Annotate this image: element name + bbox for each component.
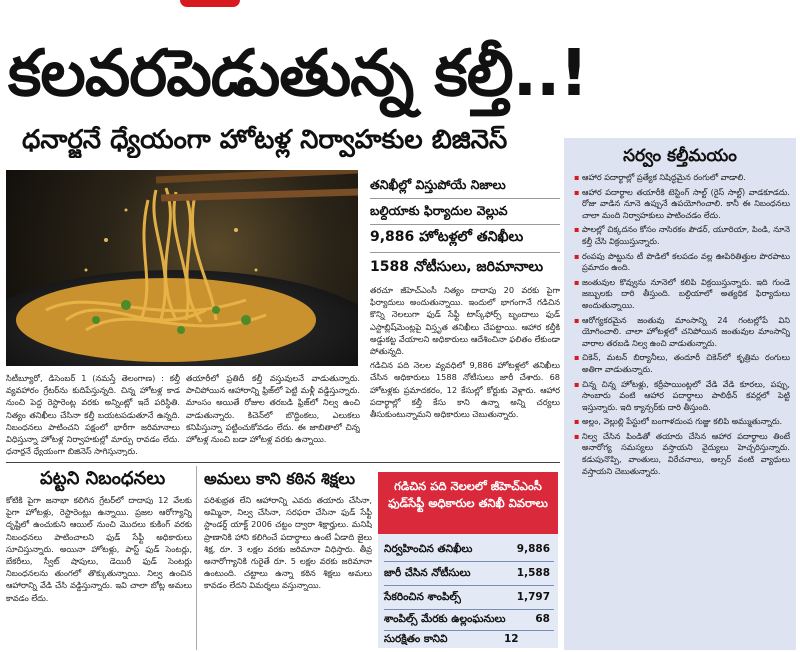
- middle-body: [370, 284, 560, 456]
- stats-row: [384, 540, 554, 558]
- list-item: ▪ ఆహార పదార్థాల్లో ప్రత్యేక నిషిద్ధమైన రంగులో వాడాలి.: [574, 172, 790, 184]
- highlight-1: తనిఖీల్లో విస్తుపోయే నిజాలు: [370, 177, 506, 192]
- section-title-penalties: అమలు కాని కఠిన శిక్షలు: [204, 469, 356, 488]
- list-item: ▪ జంతువుల కొవ్వును నూనెలో కలిపి విక్రయిస్తున్నారు. ఇది గుండె జబ్బులకు దారి తీస్తుంది. బల్దియాలో అత్యధిక ఫిర్యాదులు అందుతున్నాయి.: [574, 277, 790, 312]
- intro-column-2: [186, 372, 360, 456]
- stats-label: సేకరించిన శాంపిల్స్: [384, 591, 461, 603]
- top-decoration: [180, 0, 240, 7]
- list-item: ▪ ఆరోగ్యకరమైన జంతువు మాంసాన్ని 24 గంటల్లోపే విని యోగించాలి. చాలా హోటళ్లలో చనిపోయిన జంతువుల మాంసాన్ని వారాల తరబడి నిల్వ ఉంచి వాడుతున్నారు.: [574, 315, 790, 350]
- list-item: ▪ అల్లం, వెల్లుల్లి పేస్టులో బంగాళదుంప గుజ్జు కలిపి అమ్ముతున్నారు.: [574, 416, 790, 428]
- list-item: ▪ రంపపు పొట్టును టీ పొడిలో కలపడం వల్ల ఊపిరితిత్తుల పొరపాటు ప్రమాదం ఉంది.: [574, 251, 790, 274]
- stats-value: 68: [535, 613, 550, 625]
- stats-label: నిర్వహించిన తనిఖీలు: [384, 543, 473, 555]
- stats-label: శాంపిల్స్ మేరకు ఉల్లంఘనులు: [384, 613, 506, 625]
- section-penalties-body: [204, 494, 372, 650]
- paragraph: గడిచిన పది నెలల వ్యవధిలో 9,886 హోటళ్లలో తనిఖీలు చేసిన అధికారులు 1588 నోటీసులు జారీ చేశారు. 68 హోటళ్లకు ప్రమాదకరం, 12 కేసుల్లో కోర్టుకు వెళ్లారు. ఆహార పదార్థాల్లో కల్తీ కేసు కాని ఉన్నా అన్ని చర్యలు తీసుకుంటున్నామని అధికారులు చెబుతున్నారు.: [370, 360, 560, 420]
- highlight-4: 1588 నోటీసులు, జరిమానాలు: [370, 259, 544, 275]
- paragraph: సిటీబ్యూరో, డిసెంబర్ 1 (నమస్తే తెలంగాణ) : కల్తీ వ్యవహారం గ్రేటర్‌ను కుదిపేస్తున్నది. చిన్న హోటళ్ల కాడ నుంచి పెద్ద రెస్టారెంట్ల వరకు అన్నింట్లో ఇదే పరిస్థితి. నిత్యం తనిఖీలు చేసినా కల్తీ బయటపడుతూనే ఉన్నది. నిబంధనలు పాటించని పక్షంలో భారీగా జరిమానాలు విధిస్తున్నా హోటళ్ల నిర్వాహకుల్లో మార్పు రావడం లేదు. ధనార్జనే ధ్యేయంగా బిజినెస్ సాగిస్తున్నారు.: [6, 373, 180, 456]
- column-divider: [196, 466, 197, 650]
- intro-column-1: [6, 372, 180, 456]
- highlight-3: 9,886 హోటళ్లలో తనిఖీలు: [370, 229, 524, 245]
- stats-label: జారీ చేసిన నోటీసులు: [384, 567, 471, 579]
- stats-separator: [384, 561, 554, 562]
- highlight-2: బల్దియాకు ఫిర్యాదుల వెల్లువ: [370, 203, 508, 218]
- subheadline: ధనార్జనే ధ్యేయంగా హోటళ్ల నిర్వాహకుల బిజినెస్: [22, 125, 508, 155]
- stats-row: [384, 610, 554, 628]
- headline: కలవరపెడుతున్న కల్తీ..!: [8, 37, 588, 111]
- list-item: ▪ చికెన్, మటన్ బిర్యానీలు, తందూరీ చికెన్‌లో కృత్రిమ రంగులు అతిగా వాడుతున్నారు.: [574, 352, 790, 375]
- sidebar-list: [574, 172, 790, 646]
- stats-value: 1,797: [516, 591, 550, 603]
- highlight-divider: [370, 224, 560, 225]
- list-item: ▪ ఆహార పదార్థాల తయారీకి టెస్టింగ్ సాల్ట్ (రైస్ సాల్ట్) వాడకూడదు. రోజు వాడిన నూనె ఉప్పునే ఉపయోగించాలి. కానీ ఈ నిబంధనలు చాలా మంది నిర్వాహకులు పాటించడం లేదు.: [574, 187, 790, 222]
- inspection-stats-title: గడిచిన పది నెలలలో జీహెచ్‌ఎంసీ ఫుడ్‌సేఫ్టీ అధికారుల తనిఖీ వివరాలు: [378, 472, 558, 534]
- stats-value: 1,588: [516, 567, 550, 579]
- stats-separator: [384, 585, 554, 586]
- list-item: ▪ నిల్వ చేసిన పిండితో తయారు చేసిన ఆహార పదార్థాలు తింటే అనారోగ్య సమస్యలు వస్తాయని వైద్యులు హెచ్చరిస్తున్నారు. కడుపునొప్పి, వాంతులు, విరేచనాలు, అల్సర్ వంటి వ్యాధులు వస్తాయని చెబుతున్నారు.: [574, 431, 790, 477]
- paragraph: కోటికి పైగా జనాభా కలిగిన గ్రేటర్‌లో దాదాపు 12 వేలకు పైగా హోటళ్లు, రెస్టారెంట్లు ఉన్నాయి. ప్రజల ఆరోగ్యాన్ని దృష్టిలో ఉంచుకుని ఆయిల్ నుంచి మొదలు కుకింగ్ వరకు నిబంధనలు పాటించాలని ఫుడ్ సేఫ్టీ అధికారులు సూచిస్తున్నారు. అయినా హోటళ్లు, పాస్ట్ ఫుడ్ సెంటర్లు, బేకరీలు, స్వీట్ షాపులు, డెయిరీ ఫుడ్ సెంటర్లు నిబంధనలను తుంగలో తొక్కుతున్నాయి. నిల్వ ఉంచిన ఆహారాన్ని వేడి చేసి వడ్డిస్తున్నారు. ఇవి చాలా బోట్ల అమలు కావడం లేదు.: [6, 495, 192, 603]
- stats-value: 9,886: [516, 543, 550, 555]
- stats-row: [384, 564, 554, 582]
- inspection-stats-box: [378, 472, 558, 648]
- noodles-photo: [6, 170, 358, 366]
- list-item: ▪ చిన్న చిన్న హోటళ్లు, కర్రీపాయింట్లలో వేడి వేడి కూరలు, పప్పు, సాంబారు వంటి ఆహార పదార్థాలు పాలిథీన్ కవర్లలో పెట్టి ఇస్తున్నారు. ఇది క్యాన్సర్‌కు దారి తీస్తుంది.: [574, 379, 790, 414]
- stats-label: సురక్షితం కానివి: [384, 633, 448, 645]
- sidebar-title: సర్వం కల్తీమయం: [623, 146, 737, 166]
- stats-row: [384, 630, 554, 648]
- paragraph: తయారీలో ప్రతిదీ కల్తీ వస్తువులనే వాడుతున్నారు. పాచిపోయిన ఆహారాన్ని ఫ్రిజ్‌లో పెట్టి మళ్లీ వడ్డిస్తున్నారు. మాంసం అయితే రోజుల తరబడి ఫ్రిజ్‌లో నిల్వ ఉంచి వాడుతున్నారు. కిచెన్‌లో బొద్దింకలు, ఎలుకలు కనిపిస్తున్నా పట్టించుకోవడం లేదు. ఈ జాబితాలో చిన్న హోటళ్ల నుంచి బడా హోటళ్ల వరకు ఉన్నాయి.: [186, 373, 360, 445]
- highlight-divider: [370, 252, 560, 253]
- list-item: ▪ పాలల్లో చిక్కదనం కోసం నాసిరకం పౌడర్, యూరియా, పిండి, నూనె కల్తీ చేసి విక్రయిస్తున్నారు.: [574, 224, 790, 247]
- paragraph: పరిశుభ్రత లేని ఆహారాన్ని ఎవరు తయారు చేసినా, అమ్మినా, నిల్వ చేసినా, సరఫరా చేసినా ఫుడ్ సేఫ్టీ స్టాండర్డ్ యాక్ట్ 2006 చట్టం ద్వారా శిక్షార్హులు. మనిషి ప్రాణానికి హాని కలిగించే పదార్థాలు ఉంటే ఏడాది జైలు శిక్ష, రూ. 3 లక్షల వరకు జరిమానా విధిస్తారు. తీవ్ర అనారోగ్యానికి గురైతే రూ. 5 లక్షల వరకు జరిమానా ఉంటుంది. చట్టాలు ఉన్నా కఠిన శిక్షలు అమలు కావడం లేదని విమర్శలు వస్తున్నాయి.: [204, 495, 372, 591]
- section-title-rules: పట్టని నిబంధనలు: [40, 468, 166, 489]
- sidebar-adulteration: [564, 138, 796, 650]
- stats-value: 12: [504, 633, 519, 645]
- highlight-divider: [370, 198, 560, 199]
- stats-row: [384, 588, 554, 606]
- section-divider: [6, 462, 560, 463]
- paragraph: తరచూ జీహెచ్‌ఎంసీ నిత్యం దాదాపు 20 వరకు పైగా ఫిర్యాదులు అందుతున్నాయి. ఇందులో భాగంగానే గడిచిన కొన్ని నెలలుగా ఫుడ్ సేఫ్టీ టాస్క్‌ఫోర్స్ బృందాలు ఫుడ్ ఎస్టాబ్లిష్‌మెంట్లపై విస్తృత తనిఖీలు చేపట్టాయి. ఆహార కల్తీకి అడ్డుకట్ట వేయాలని అధికారులు ఆదేశించినా ఫలితం లేకుండా పోతున్నది.: [370, 285, 560, 357]
- section-rules-body: [6, 494, 192, 650]
